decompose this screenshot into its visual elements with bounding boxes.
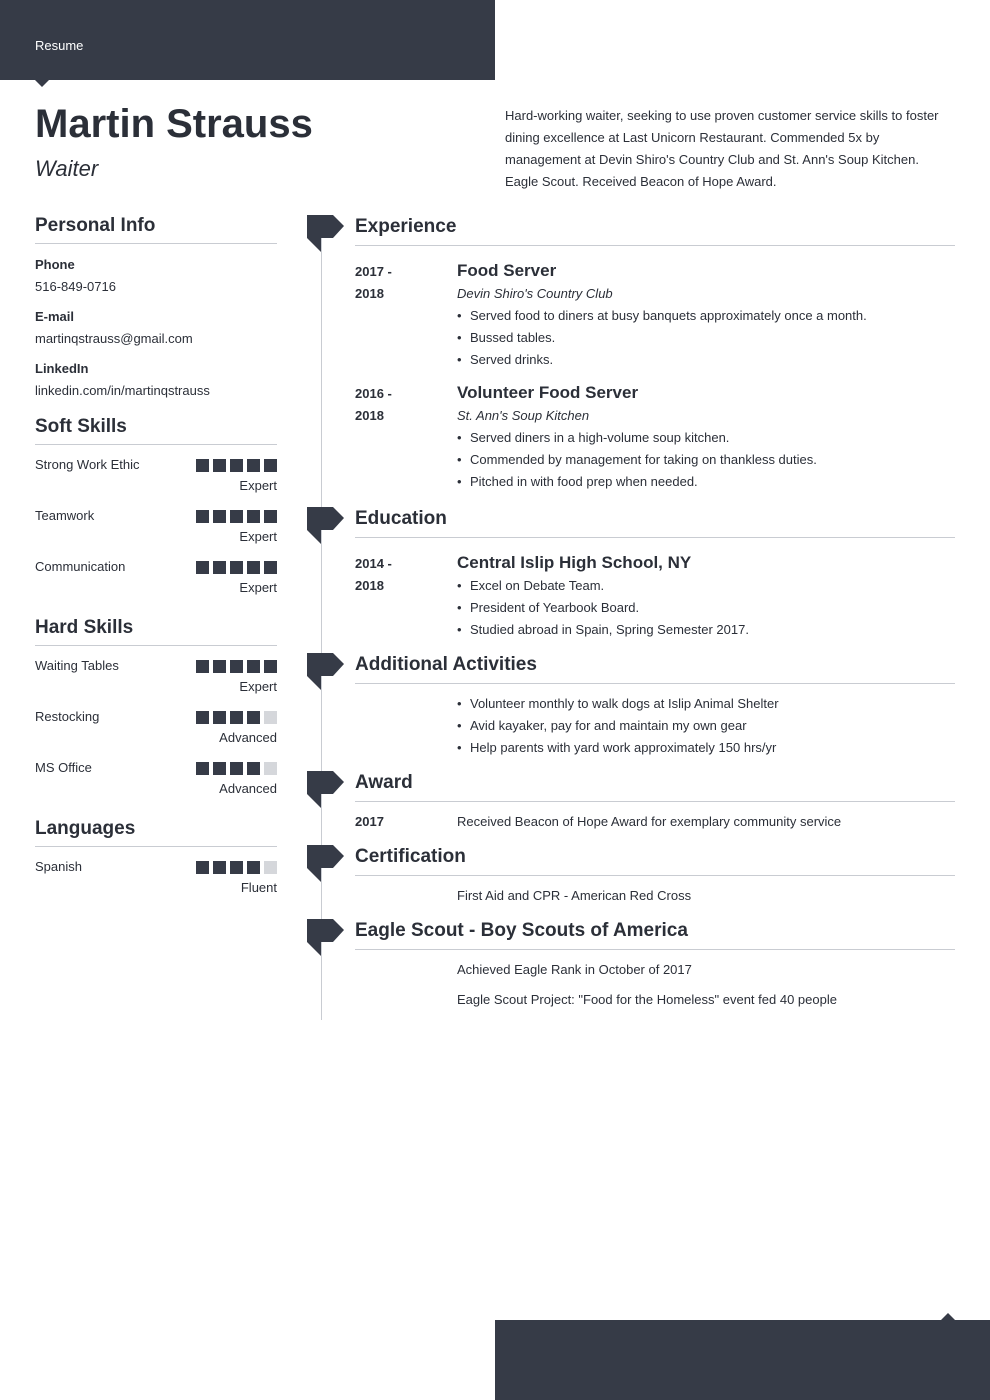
language-item xyxy=(35,859,277,910)
phone-value: 516-849-0716 xyxy=(35,279,116,294)
section-flag-icon xyxy=(307,653,344,694)
rating-square-filled xyxy=(196,762,209,775)
section-title: Experience xyxy=(355,215,955,246)
info-phone xyxy=(35,257,277,295)
rating-square-filled xyxy=(247,510,260,523)
section-flag-icon xyxy=(307,771,344,812)
rating-square-filled xyxy=(196,660,209,673)
date-start: 2017 - xyxy=(355,264,392,279)
languages-section xyxy=(35,818,277,910)
section-title: Eagle Scout - Boy Scouts of America xyxy=(355,919,955,950)
top-banner xyxy=(0,0,495,80)
skill-item xyxy=(35,559,277,610)
list-item: • Served food to diners at busy banquets approximately once a month. xyxy=(457,305,955,327)
rating-square-filled xyxy=(213,762,226,775)
section-title: Additional Activities xyxy=(355,653,955,684)
document-label: Resume xyxy=(35,38,84,53)
certification-text: First Aid and CPR - American Red Cross xyxy=(457,888,692,903)
rating-square-filled xyxy=(213,711,226,724)
bullet-list xyxy=(457,693,955,759)
experience-entry xyxy=(355,381,955,493)
list-item: • Studied abroad in Spain, Spring Semester 2017. xyxy=(457,619,955,641)
list-item: • President of Yearbook Board. xyxy=(457,597,955,619)
rating-square-filled xyxy=(230,459,243,472)
activities-entry xyxy=(355,693,955,759)
rating-square-filled xyxy=(247,660,260,673)
skill-level: Expert xyxy=(239,529,277,544)
rating-square-filled xyxy=(230,861,243,874)
language-level: Fluent xyxy=(240,880,277,895)
list-item: • Excel on Debate Team. xyxy=(457,575,955,597)
list-item: • Bussed tables. xyxy=(457,327,955,349)
personal-info-section xyxy=(35,215,277,399)
timeline-line xyxy=(321,228,322,1020)
award-section xyxy=(355,771,955,833)
info-linkedin xyxy=(35,361,277,399)
certification-section xyxy=(355,845,955,907)
rating-square-filled xyxy=(230,660,243,673)
skill-rating xyxy=(196,459,277,472)
award-entry xyxy=(355,811,955,833)
skill-level: Expert xyxy=(239,478,277,493)
rating-square-filled xyxy=(196,510,209,523)
date-start: 2014 - xyxy=(355,556,392,571)
section-title: Award xyxy=(355,771,955,802)
date-end: 2018 xyxy=(355,286,384,301)
rating-square-filled xyxy=(213,561,226,574)
candidate-name: Martin Strauss xyxy=(35,102,313,146)
rating-square-empty xyxy=(264,861,277,874)
rating-square-filled xyxy=(264,561,277,574)
section-title: Personal Info xyxy=(35,215,277,244)
rating-square-filled xyxy=(230,510,243,523)
eagle-scout-section xyxy=(355,919,955,1011)
list-item: • Volunteer monthly to walk dogs at Islip Animal Shelter xyxy=(457,693,955,715)
date-start: 2016 - xyxy=(355,386,392,401)
rating-square-filled xyxy=(230,762,243,775)
left-column xyxy=(35,215,277,910)
info-label: Phone xyxy=(35,257,75,272)
skill-rating xyxy=(196,561,277,574)
rating-square-filled xyxy=(230,561,243,574)
list-item: • Pitched in with food prep when needed. xyxy=(457,471,955,493)
skill-rating xyxy=(196,762,277,775)
school-name: Central Islip High School, NY xyxy=(457,553,692,572)
list-item: • Served drinks. xyxy=(457,349,955,371)
bullet-list xyxy=(457,305,955,371)
rating-square-filled xyxy=(247,561,260,574)
rating-square-filled xyxy=(264,510,277,523)
skill-item xyxy=(35,508,277,559)
rating-square-filled xyxy=(247,459,260,472)
rating-square-filled xyxy=(247,711,260,724)
activities-section xyxy=(355,653,955,759)
section-title: Soft Skills xyxy=(35,416,277,445)
summary-text: Hard-working waiter, seeking to use proven customer service skills to foster dining excellence at Last Unicorn Restaurant. Commended 5x by management at Devin Shiro's Country Club and St. Ann's Soup Kitchen. Eagle Scout. Received Beacon of Hope Award. xyxy=(505,108,939,189)
education-section xyxy=(355,507,955,641)
info-email xyxy=(35,309,277,347)
banner-notch xyxy=(35,80,49,87)
section-flag-icon xyxy=(307,507,344,548)
eagle-scout-line: Eagle Scout Project: "Food for the Homeless" event fed 40 people xyxy=(457,992,837,1007)
rating-square-filled xyxy=(196,459,209,472)
rating-square-filled xyxy=(264,660,277,673)
section-title: Hard Skills xyxy=(35,617,277,646)
date-end: 2018 xyxy=(355,408,384,423)
section-flag-icon xyxy=(307,919,344,960)
skill-item xyxy=(35,760,277,811)
banner-notch xyxy=(941,1313,955,1320)
education-entry xyxy=(355,551,955,641)
entry-date xyxy=(355,383,415,427)
bottom-banner xyxy=(495,1320,990,1400)
linkedin-value: linkedin.com/in/martinqstrauss xyxy=(35,383,210,398)
award-text: Received Beacon of Hope Award for exemplary community service xyxy=(457,814,842,829)
list-item: • Served diners in a high-volume soup kitchen. xyxy=(457,427,955,449)
rating-square-filled xyxy=(196,561,209,574)
eagle-scout-entry xyxy=(355,959,955,1011)
skill-rating xyxy=(196,711,277,724)
language-rating xyxy=(196,861,277,874)
job-org: St. Ann's Soup Kitchen xyxy=(457,408,590,423)
section-title: Languages xyxy=(35,818,277,847)
email-value: martinqstrauss@gmail.com xyxy=(35,331,193,346)
experience-entry xyxy=(355,259,955,371)
job-org: Devin Shiro's Country Club xyxy=(457,286,613,301)
skill-rating xyxy=(196,510,277,523)
rating-square-filled xyxy=(213,660,226,673)
skill-item xyxy=(35,457,277,508)
experience-section xyxy=(355,215,955,493)
section-title: Certification xyxy=(355,845,955,876)
language-name: Spanish xyxy=(35,859,82,874)
candidate-role: Waiter xyxy=(35,156,99,181)
award-date: 2017 xyxy=(355,814,384,829)
job-title: Food Server xyxy=(457,261,557,280)
rating-square-filled xyxy=(247,861,260,874)
bullet-list xyxy=(457,427,955,493)
rating-square-filled xyxy=(196,711,209,724)
section-title: Education xyxy=(355,507,955,538)
list-item: • Avid kayaker, pay for and maintain my own gear xyxy=(457,715,955,737)
rating-square-filled xyxy=(213,459,226,472)
rating-square-filled xyxy=(196,861,209,874)
list-item: • Commended by management for taking on thankless duties. xyxy=(457,449,955,471)
skill-level: Advanced xyxy=(219,730,277,745)
certification-entry xyxy=(355,885,955,907)
skill-name: MS Office xyxy=(35,760,92,775)
rating-square-filled xyxy=(213,861,226,874)
skill-name: Teamwork xyxy=(35,508,95,523)
job-title: Volunteer Food Server xyxy=(457,383,639,402)
rating-square-filled xyxy=(247,762,260,775)
skill-item xyxy=(35,658,277,709)
rating-square-filled xyxy=(213,510,226,523)
skill-rating xyxy=(196,660,277,673)
rating-square-empty xyxy=(264,711,277,724)
soft-skills-section xyxy=(35,416,277,610)
date-end: 2018 xyxy=(355,578,384,593)
section-flag-icon xyxy=(307,845,344,886)
entry-date xyxy=(355,553,415,597)
entry-date xyxy=(355,261,415,305)
skill-level: Expert xyxy=(239,679,277,694)
info-label: LinkedIn xyxy=(35,361,89,376)
skill-name: Restocking xyxy=(35,709,100,724)
skill-name: Communication xyxy=(35,559,126,574)
rating-square-empty xyxy=(264,762,277,775)
skill-name: Strong Work Ethic xyxy=(35,457,140,472)
rating-square-filled xyxy=(230,711,243,724)
bullet-list xyxy=(457,575,955,641)
skill-level: Advanced xyxy=(219,781,277,796)
hard-skills-section xyxy=(35,617,277,811)
section-flag-icon xyxy=(307,215,344,256)
skill-name: Waiting Tables xyxy=(35,658,119,673)
skill-level: Expert xyxy=(239,580,277,595)
eagle-scout-line: Achieved Eagle Rank in October of 2017 xyxy=(457,962,692,977)
info-label: E-mail xyxy=(35,309,75,324)
skill-item xyxy=(35,709,277,760)
list-item: • Help parents with yard work approximately 150 hrs/yr xyxy=(457,737,955,759)
rating-square-filled xyxy=(264,459,277,472)
